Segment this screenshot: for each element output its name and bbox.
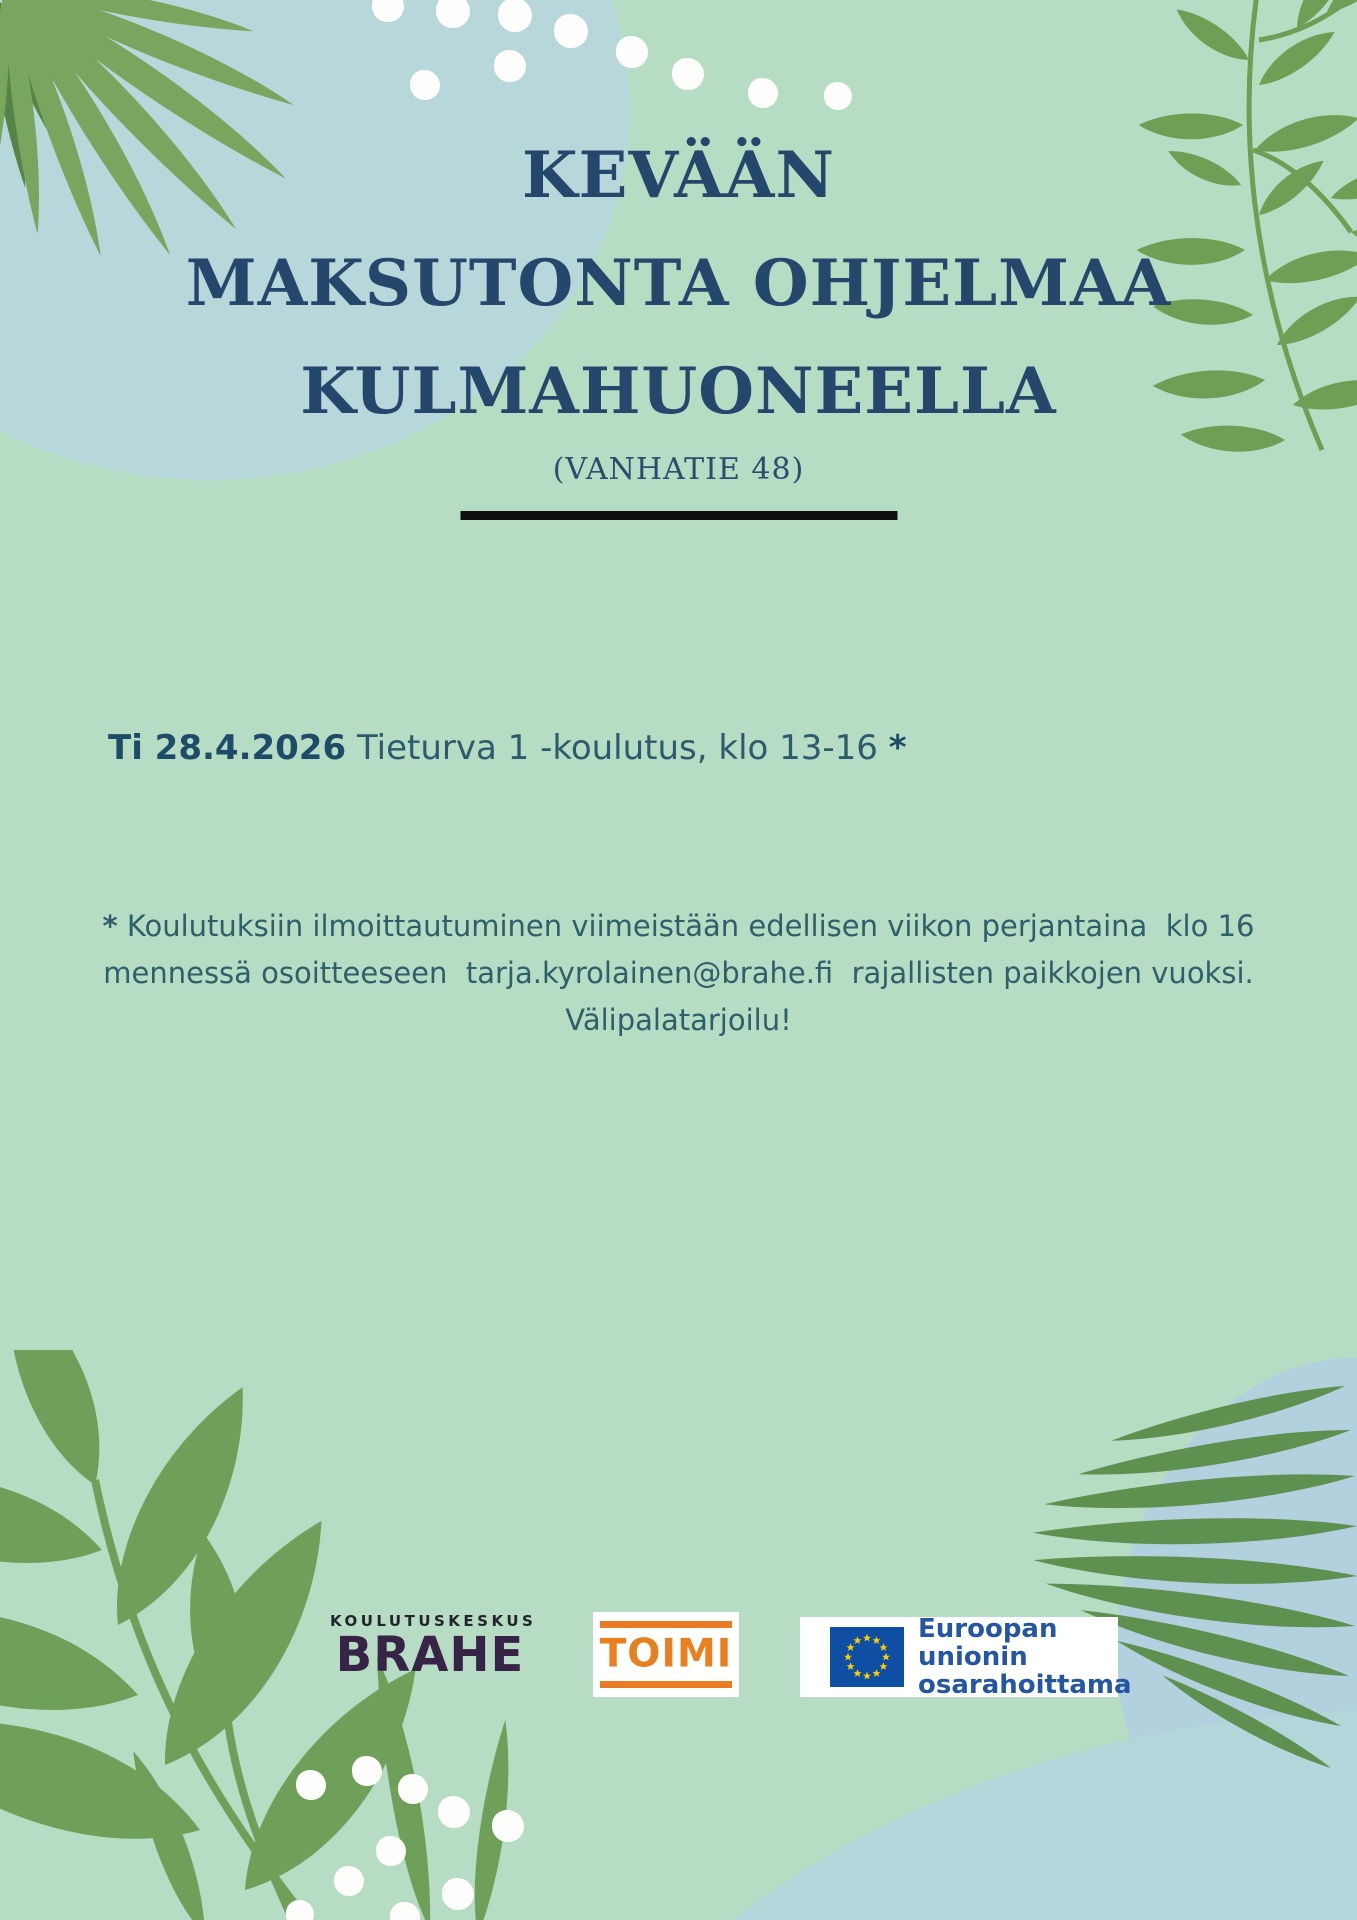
eu-flag-icon — [830, 1627, 904, 1687]
brahe-name: BRAHE — [335, 1627, 525, 1683]
divider-line — [460, 511, 897, 520]
white-dot — [296, 1770, 326, 1800]
white-dot — [352, 1756, 382, 1786]
white-dot — [334, 1866, 364, 1896]
footnote-line-2: mennessä osoitteeseen tarja.kyrolainen@brahe.fi rajallisten paikkojen vuoksi. — [103, 956, 1254, 990]
title-line-1: KEVÄÄN — [522, 138, 835, 213]
footnote-line-3: Välipalatarjoilu! — [565, 1003, 792, 1037]
poster-subtitle: (VANHATIE 48) — [552, 452, 805, 487]
poster-title — [0, 122, 1357, 446]
footnote-star: * — [102, 909, 118, 943]
white-dot — [442, 1878, 474, 1910]
title-line-2: MAKSUTONTA OHJELMAA — [185, 246, 1172, 321]
footnote-line-1: * Koulutuksiin ilmoittautuminen viimeistään edellisen viikon perjantaina klo 16 — [102, 909, 1255, 943]
white-dot — [616, 36, 648, 68]
eu-text-line-2: osarahoittama — [918, 1670, 1132, 1700]
event-date: Ti 28.4.2026 — [108, 728, 347, 768]
eu-logo — [800, 1614, 1132, 1700]
white-dot — [748, 78, 778, 108]
white-dot — [376, 1836, 406, 1866]
toimi-bottom-bar — [600, 1681, 732, 1688]
white-dot — [410, 70, 440, 100]
event-description: Tieturva 1 -koulutus, klo 13-16 — [356, 728, 878, 768]
event-line — [108, 728, 907, 768]
brahe-logo — [330, 1612, 537, 1683]
event-asterisk: * — [888, 728, 907, 768]
white-dot — [398, 1774, 428, 1804]
white-dot — [672, 58, 704, 90]
white-dot — [554, 14, 588, 48]
registration-footnote — [0, 903, 1357, 1044]
white-dot — [492, 1810, 524, 1842]
eu-funding-text — [918, 1615, 1132, 1699]
eu-text-line-1: Euroopan unionin — [918, 1614, 1058, 1672]
title-line-3: KULMAHUONEELLA — [300, 354, 1057, 429]
white-dot — [494, 50, 526, 82]
white-dot — [438, 1796, 470, 1828]
white-dot — [824, 82, 852, 110]
brahe-tagline: KOULUTUSKESKUS — [330, 1612, 537, 1630]
toimi-name: TOIMI — [599, 1631, 733, 1677]
palm-frond-bottomright-icon — [1027, 1368, 1357, 1798]
toimi-top-bar — [600, 1621, 732, 1628]
white-dot — [498, 0, 532, 32]
toimi-logo — [593, 1612, 739, 1697]
